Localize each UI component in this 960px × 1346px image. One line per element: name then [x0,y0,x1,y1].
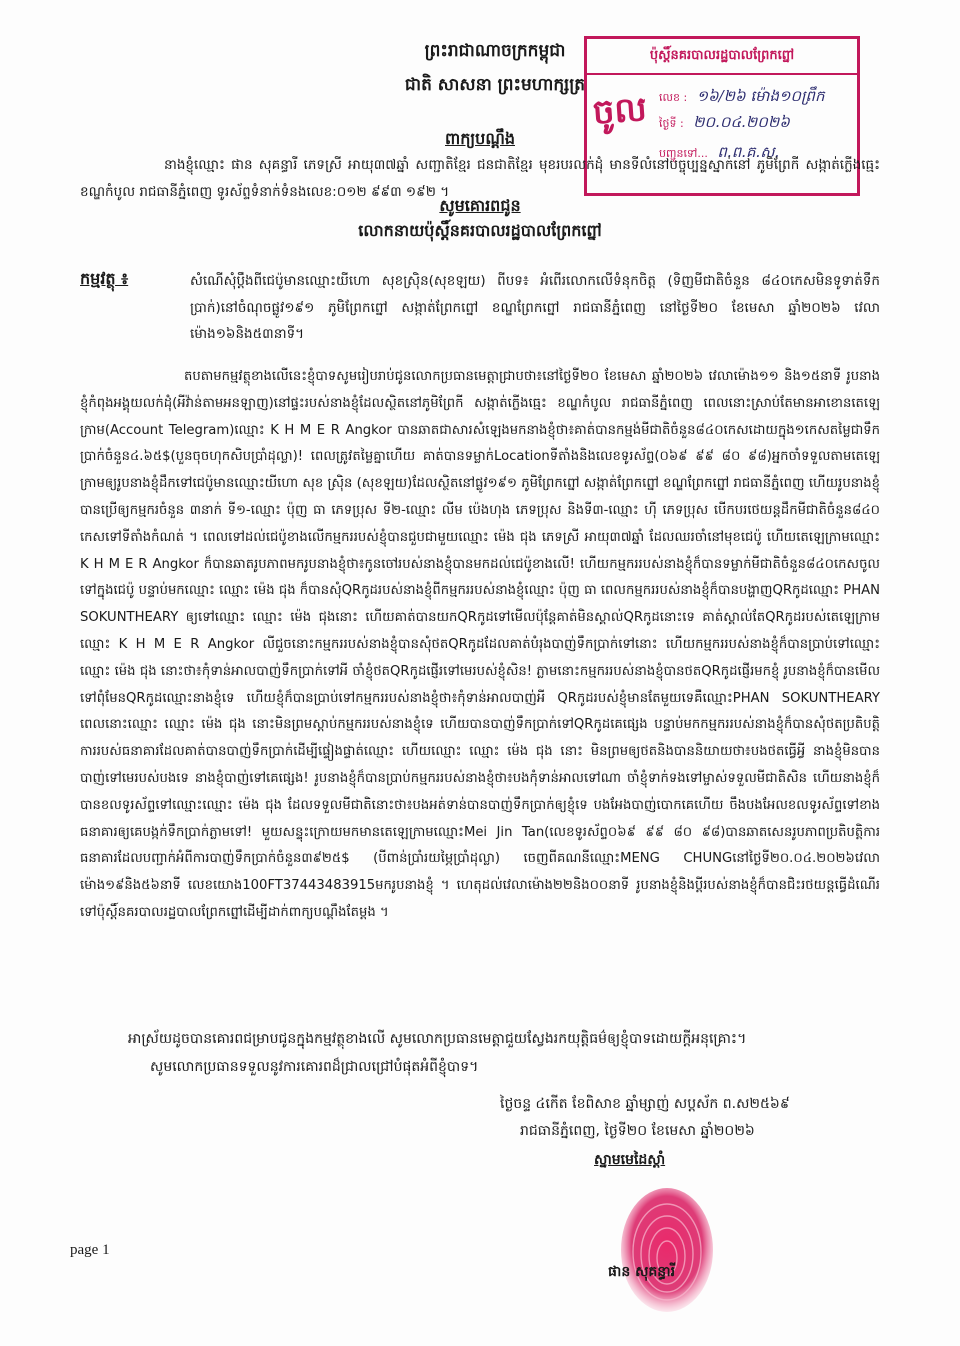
stamp-received-mark: ចូល [591,89,649,133]
closing-respect: សូមលោកប្រធានទទួលនូវការគោរពដ៏ជ្រាលជ្រៅបំផុតអំពីខ្ញុំបាទ។ [150,1059,479,1075]
signer-name: ផាន សុគន្ធារី [608,1264,676,1280]
complaint-title: ពាក្យបណ្ដឹង [445,129,515,148]
stamp-title: ប៉ុស្តិ៍នគរបាលរដ្ឋបាលព្រែកព្នៅ [587,39,857,75]
motto-header: ជាតិ សាសនា ព្រះមហាក្សត្រ [404,75,586,95]
thumbprint-label: ស្នាមមេដៃស្ដាំ [594,1152,666,1168]
thumbprint-icon [612,1182,722,1332]
kingdom-header: ព្រះរាជាណាចក្រកម្ពុជា [424,41,566,61]
subject-label: កម្មវត្ថុ ៖ [80,269,129,288]
stamp-date-label: ថ្ងៃទី : [659,117,684,130]
lunar-date: ថ្ងៃចន្ទ ៤កើត ខែពិសាខ ឆ្នាំម្សាញ់ សប្តស័ក ព.ស២៥៦៩ [500,1096,790,1112]
stamp-forward-label: បញ្ជូនទៅ... [659,147,708,160]
body-paragraph: តបតាមកម្មវត្ថុខាងលើនេះខ្ញុំបាទសូមរៀបរាប់ជូនលោកប្រធានមេត្តាជ្រាបថា៖នៅថ្ងៃទី២០ ខែមេសា ឆ្នាំ២០២៦ វេលាម៉ោង១១ និង១៥នាទី រូបនាងខ្ញុំកំពុងអង្គុយលក់ដុំ(អីវ៉ាន់តាមអនឡាញ)នៅផ្ទះរបស់នាងខ្ញុំដែលស្ថិតនៅភូមិព្រែកី សង្កាត់ក្លើងធ្មេះ ខណ្ឌកំបូល រាជធានីភ្នំពេញ ពេលនោះស្រាប់តែមានអាខោនតេឡេក្រាម(Account Telegram)ឈ្មោះ K H M E R Angkor បានឆាតជាសារសំឡេងមកនាងខ្ញុំថា៖គាត់បានកម្មង់មីជាតិចំនួន៨៤០កេសដោយក្នុង១កេសតម្លៃជាទឹកប្រាក់ចំនួន៤.៦៥$(បួនចុចហុកសិបប្រាំដុល្លា)! ពេលត្រូវតម្លៃគ្នាហើយ គាត់បានទម្លាក់Locationទីតាំងនិងលេខទូរស័ព្ទ(០៦៩ ៩៩ ៨០ ៩៨)អ្នកចាំទទួលតាមតេឡេក្រាមឲ្យរូបនាងខ្ញុំដឹកទៅជេប៉ូមានឈ្មោះយីហោ សុខ ស្រ៊ិន (សុខឡយ)ដែលស្ថិតនៅផ្លូវ១៩១ ភូមិព្រែកព្នៅ សង្កាត់ព្រែកព្នៅ ខណ្ឌព្រែកព្នៅ រាជធានីភ្នំពេញ ហើយរូបនាងខ្ញុំបានប្រើឲ្យកម្មករចំនួន ៣នាក់ ទី១-ឈ្មោះ ប៉ុញ ធា ភេទប្រុស ទី២-ឈ្មោះ លីម ប៉េងហុង ភេទប្រុស និងទី៣-ឈ្មោះ ហ៊ី ភេទប្រុស បើកបរថេយន្តដឹកមីជាតិចំនួន៨៤០ កេសទៅទីតាំងកំណត់ ។ ពេលទៅដល់ជេប៉ូខាងលើកម្មកររបស់ខ្ញុំបានជួបជាមួយឈ្មោះ ម៉េង ជុង ភេទស្រី អាយុ៣៧ឆ្នាំ ដែលឈរចាំនៅមុខជេប៉ូ ហើយតេឡេក្រាមឈ្មោះ K H M E R Angkor ក៏បានឆាតរូបភាពមករូបនាងខ្ញុំថា៖កូនចៅរបស់នាងខ្ញុំបានមកដល់ជេប៉ូខាងលើ! ហើយកម្មកររបស់នាងខ្ញុំក៏បានទម្លាក់មីជាតិចំនួន៨៤០កេសចូលទៅក្នុងជេប៉ូ បន្ទាប់មកឈ្មោះ ឈ្មោះ ម៉េង ជុង ក៏បានសុំQRកូដរបស់នាងខ្ញុំពីកម្មកររបស់នាងខ្ញុំឈ្មោះ ប៉ុញ ធា ពេលកម្មកររបស់នាងខ្ញុំក៏បានបង្ហាញQRកូដឈ្មោះ PHAN SOKUNTHEARY ឲ្យទៅឈ្មោះ ឈ្មោះ ម៉េង ជុងនោះ ហើយគាត់បានយកQRកូដទៅមើលប៉ុន្តែគាត់មិនស្គាល់QRកូដនោះទេ គាត់ស្គាល់តែQRកូដរបស់តេឡេក្រាមឈ្មោះ K H M E R Angkor លីជួចនោះកម្មកររបស់នាងខ្ញុំបានសុំថតQRកូដដែលគាត់បំរុងបាញ់ទឹកប្រាក់ទៅនោះ ហើយកម្មកររបស់នាងខ្ញុំក៏បានប្រាប់ទៅឈ្មោះ ឈ្មោះ ម៉េង ជុង នោះថា៖កុំទាន់អាលបាញ់ទឹកប្រាក់ទៅអី ចាំខ្ញុំថតQRកូដផ្ញើរទៅមេរបស់ខ្ញុំសិន! ភ្លាមនោះកម្មកររបស់នាងខ្ញុំបានថតQRកូដផ្ញើរមកខ្ញុំ រូបនាងខ្ញុំក៏បានមើលទៅពុំមែនQRកូដឈ្មោះនាងខ្ញុំទេ ហើយខ្ញុំក៏បានប្រាប់ទៅកម្មកររបស់នាងខ្ញុំថា៖កុំទាន់អាលបាញ់អី QRកូដរបស់ខ្ញុំមានតែមួយទេគឺឈ្មោះPHAN SOKUNTHEARY ពេលនោះឈ្មោះ ឈ្មោះ ម៉េង ជុង នោះមិនព្រមស្ដាប់កម្មកររបស់នាងខ្ញុំទេ ហើយបានបាញ់ទឹកប្រាក់ទៅQRកូដគេផ្សេង បន្ទាប់មកកម្មកររបស់នាងខ្ញុំក៏បានសុំថតប្រតិបត្តិការរបស់ធនាគារដែលគាត់បានបាញ់ទឹកប្រាក់ដើម្បីផ្ទៀងផ្ទាត់ឈ្មោះ ហើយឈ្មោះ ឈ្មោះ ម៉េង ជុង នោះ មិនព្រមឲ្យថតនិងបាននិយាយថា៖បងថតធ្វើអ្វី នាងខ្ញុំមិនបានបាញ់ទៅមេរបស់បងទេ នាងខ្ញុំបាញ់ទៅគេផ្សេង! រូបនាងខ្ញុំក៏បានប្រាប់កម្មកររបស់នាងខ្ញុំថា៖បងកុំទាន់អាលទៅណា ចាំខ្ញុំទាក់ទងទៅម្ចាស់ទទួលមីជាតិសិន ហើយនាងខ្ញុំក៏បានខលទូរស័ព្ទទៅឈ្មោះឈ្មោះ ម៉េង ជុង ដែលទទួលមីជាតិនោះថា៖បងអត់ទាន់បានបាញ់ទឹកប្រាក់ឲ្យខ្ញុំទេ បងអែងបាញ់បោកគេហើយ ចឹងបងអែលខលទូរស័ព្ទទៅខាងធនាគារឲ្យគេបង្កក់ទឹកប្រាក់ភ្លាមទៅ! មួយសន្ទុះក្រោយមកមានតេឡេក្រាមឈ្មោះMei Jin Tan(លេខទូរស័ព្ទ០៦៩ ៩៩ ៨០ ៩៨)បានឆាតសេនរូបភាពប្រតិបត្តិការធនាគារដែលបញ្ជាក់អំពីការបាញ់ទឹកប្រាក់ចំនួន៣៩២៥$ (បីពាន់ប្រាំរយម្ភៃប្រាំដុល្លា) ចេញពីគណនីឈ្មោះMENG CHUNGនៅថ្ងៃទី២០.០៤.២០២៦វេលាម៉ោង១៩និង៥៦នាទី លេខយោង100FT3744348391​5មករូបនាងខ្ញុំ ។ ហេតុដល់វេលាម៉ោង២២និង០០នាទី រូបនាងខ្ញុំនិងប្ដីរបស់នាងខ្ញុំក៏បានជិះរថយន្តធ្វើដំណើរទៅប៉ុស្តិ៍នគរបាលរដ្ឋបាលព្រែកព្នៅដើម្បីដាក់ពាក្យបណ្ដឹងតែម្ដង ។ [80,369,881,920]
closing-request: អាស្រ័យដូចបានគោរពជម្រាបជូនក្នុងកម្មវត្ថុខាងលើ សូមលោកប្រធានមេត្តាជួយស្វែងរកយុត្តិធម៌ឲ្យខ្ញុំបាទដោយក្ដីអនុគ្រោះ។ [128,1031,747,1047]
subject-text: សំណើសុំប្ដឹងពីជេប៉ូមានឈ្មោះយីហោ សុខស្រ៊ិន(សុខឡយ) ពីបទ៖ អំពើរលោកលើទំនុកចិត្ត (ទិញមីជាតិចំនួន ៨៤០កេសមិនទូទាត់ទឹកប្រាក់)នៅចំណុចផ្លូវ១៩១ ភូមិព្រែកព្នៅ សង្កាត់ព្រែកព្នៅ ខណ្ឌព្រែកព្នៅ រាជធានីភ្នំពេញ នៅថ្ងៃទី២០ ខែមេសា ឆ្នាំ២០២៦ វេលាម៉ោង១៦និង៥៣នាទី។ [190,273,880,342]
intro-paragraph: នាងខ្ញុំឈ្មោះ ផាន សុគន្ធារី ភេទស្រី អាយុ៣៧ឆ្នាំ សញ្ជាតិខ្មែរ ជនជាតិខ្មែរ មុខរបរលក់ដុំ មានទីលំនៅបច្ចុប្បន្នស្នាក់នៅ ភូមិព្រែកី សង្កាត់ក្លើងធ្មេះ ខណ្ឌកំបូល រាជធានីភ្នំពេញ ទូរស័ព្ទទំនាក់ទំនងលេខ:០១២ ៩៩៣ ១៩២ ។ [80,157,880,200]
stamp-forward-value: ព.ព.គ.ស. [717,143,780,161]
stamp-number-value: ១៦/២៦ ម៉ោង១០ព្រឹក [696,87,825,105]
respect-heading: សូមគោរពជូន [439,196,521,215]
stamp-number-row [659,87,824,109]
stamp-number-label: លេខ : [659,91,688,104]
solar-date: រាជធានីភ្នំពេញ, ថ្ងៃទី២០ ខែមេសា ឆ្នាំ២០២៦ [520,1123,755,1139]
addressee-heading: លោកនាយប៉ុស្តិ៍នគរបាលរដ្ឋបាលព្រែកព្នៅ [358,221,602,240]
stamp-date-value: ២០.០៤.២០២៦ [693,113,790,131]
page-number: page 1 [70,1242,110,1258]
